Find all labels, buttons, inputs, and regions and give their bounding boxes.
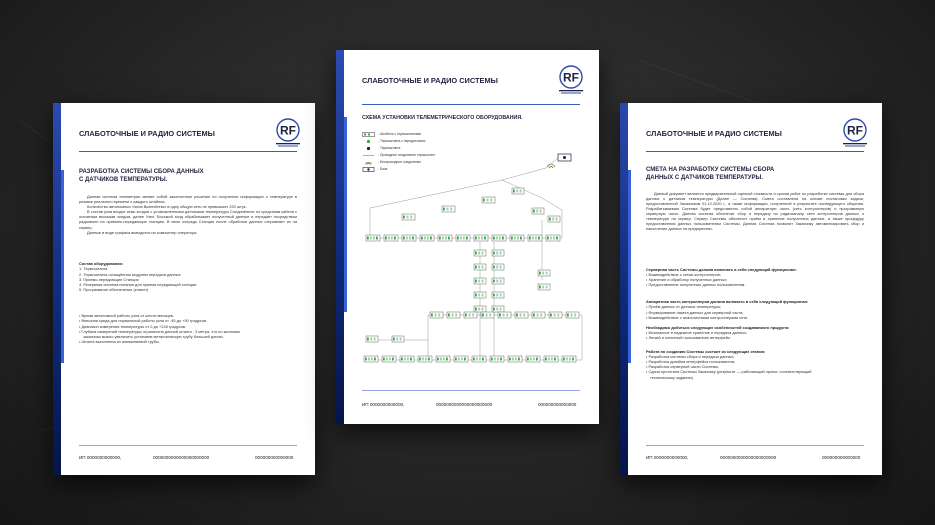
- left-header-rule: [79, 151, 297, 152]
- list-item: заказчика можно увеличить установив металлическую трубу большей длины.: [83, 334, 224, 340]
- list-item: • Легкий и понятный пользователю интерфейс.: [646, 334, 731, 340]
- center-footer-rule: [362, 390, 580, 391]
- list-item: 4. Резервная система питания для приема передающей станции.: [79, 282, 198, 288]
- list-item: • Внешняя среда для нормальной работы узла от -45 до +50 градусов.: [79, 318, 208, 324]
- right-footer-rule: [646, 445, 864, 446]
- right-heading: СЛАБОТОЧНЫЕ И РАДИО СИСТЕМЫ: [646, 129, 782, 138]
- stack-node: [454, 356, 468, 362]
- list-item: • Глубина измерений температуры ограничена длиной штанги , 3 метра, что по желанию: [79, 328, 240, 334]
- stack-node: [492, 250, 504, 256]
- stack-node: [402, 214, 415, 220]
- stack-node: [382, 356, 396, 362]
- stack-node: [498, 312, 511, 318]
- list-item: • Разработка дизайна интерфейса пользователя;: [646, 359, 736, 365]
- stack-node: [474, 250, 486, 256]
- stack-node: [481, 312, 494, 318]
- list-item: • Диапазон измерения температуры от 0 до +135 градусов.: [79, 323, 187, 329]
- stack-node: [436, 356, 450, 362]
- section-title: Необходимо добиться следующих особенностей создаваемого продукта:: [646, 324, 790, 330]
- transmitter-rod-legend-icon: [362, 139, 375, 144]
- stack-node: [392, 336, 404, 342]
- center-footer-ip: ИП 0000000000000,: [362, 402, 405, 407]
- legend-row: [362, 138, 435, 145]
- right-title: [646, 167, 856, 182]
- legend-label: - Термоштанга: [378, 146, 401, 150]
- company-logo-icon: [556, 64, 586, 96]
- list-item: • Взаимодействие с аналогичными контроллерами сети.: [646, 314, 749, 320]
- right-footer-right: 000000000000000: [822, 455, 861, 460]
- paragraph: Данная система телеметрии являет собой законченное решение по получению информации о температуре в режиме реального времени с каждого штабеля.: [79, 194, 297, 205]
- stack-node: [474, 306, 486, 312]
- list-item: 3. Приемо-передающие Станция: [79, 276, 139, 282]
- svg-text:RF: RF: [847, 123, 863, 138]
- right-footer-ip: ИП 0000000000000,: [646, 455, 689, 460]
- stack-node: [366, 235, 380, 241]
- right-accent-bar: [620, 103, 628, 475]
- section-title: Работа по созданию Системы состоит из следующих этапов:: [646, 349, 766, 355]
- center-header-rule: [362, 104, 580, 105]
- stack-node: [510, 235, 524, 241]
- company-logo-icon: [273, 117, 303, 149]
- paragraph: В состав узла входят семь зондов с установленными датчиками температуры Соединённое по средствам кабеля с основным восьмым зондом, далее Узел. Восьмой зонд обрабатывает полученный данные и передает посредством радиоволн на приемно-передающие станцию. В свою очередь Станция после обработки данных отправляет их на сервер.: [79, 209, 297, 230]
- left-title-line: РАЗРАБОТКА СИСТЕМЫ СБОРА ДАННЫХ: [79, 169, 204, 175]
- stack-node: [562, 356, 576, 362]
- legend-label: - Беспроводное соединение: [378, 160, 422, 164]
- left-title: [79, 169, 289, 184]
- list-item: 2. Термоштанга оснащённая модулем передачи данных: [79, 271, 181, 277]
- list-item: • Время автономной работы узла от шести месяцев.: [79, 313, 174, 318]
- base-station-icon: [558, 154, 571, 161]
- stack-node: [464, 312, 477, 318]
- left-footer-center: 0000000000000000000000: [153, 455, 210, 460]
- stack-node: [420, 235, 434, 241]
- stack-node: [402, 235, 416, 241]
- stack-node: [492, 306, 504, 312]
- stack-node: [538, 284, 550, 290]
- spacer: [646, 287, 868, 299]
- list-item: • Предоставление полученных данных пользователям.: [646, 282, 746, 288]
- stack-node: [430, 312, 443, 318]
- stack-node: [492, 264, 504, 270]
- stack-node: [418, 356, 432, 362]
- legend-row: [362, 131, 435, 138]
- left-accent-stripe: [61, 170, 64, 363]
- stack-node: [482, 197, 495, 203]
- section-title: Аппаратная часть контроллеров должна включать в себя следующий функционал:: [646, 299, 809, 305]
- left-heading: СЛАБОТОЧНЫЕ И РАДИО СИСТЕМЫ: [79, 129, 215, 138]
- stack-node: [438, 235, 452, 241]
- center-heading: СЛАБОТОЧНЫЕ И РАДИО СИСТЕМЫ: [362, 76, 498, 85]
- left-accent-bar: [53, 103, 61, 475]
- stack-node: [544, 356, 558, 362]
- left-footer-ip: ИП 0000000000000,: [79, 455, 122, 460]
- center-document-sheet: [336, 50, 599, 424]
- company-logo-icon: [840, 117, 870, 149]
- list-item: техническому заданию).: [650, 374, 694, 380]
- list-item: • Безопасное и надежное хранение и передача данных;: [646, 329, 747, 335]
- center-accent-stripe: [344, 117, 347, 311]
- list-item: 5. Программное обеспечение (клиент): [79, 287, 149, 293]
- stack-node: [532, 208, 544, 214]
- stack-node: [492, 235, 506, 241]
- legend-label: - Штабель с термоштангами: [378, 132, 422, 136]
- left-title-line: С ДАТЧИКОВ ТЕМПЕРАТУРЫ.: [79, 176, 168, 183]
- stack-node: [490, 356, 504, 362]
- installation-scheme-diagram: [362, 150, 587, 380]
- right-header-rule: [646, 151, 864, 152]
- stack-node: [546, 235, 560, 241]
- wired-link: [542, 198, 562, 210]
- stack-node: [400, 356, 414, 362]
- list-item: • Сдача прототипа Системы Заказчику (результат — работающий проект, соответствующий: [646, 369, 812, 375]
- stack-node: [508, 356, 522, 362]
- left-composition-list: [79, 261, 297, 293]
- list-item: 1. Термоштанга: [79, 266, 108, 272]
- right-footer-center: 0000000000000000000000: [720, 455, 777, 460]
- svg-text:RF: RF: [563, 70, 579, 85]
- wireless-signal-icon: [547, 164, 555, 168]
- wired-link: [370, 180, 502, 208]
- paragraph: Данные в виде графика выводятся на компьютер оператора.: [87, 229, 198, 235]
- stack-node: [538, 270, 550, 276]
- svg-text:RF: RF: [280, 123, 296, 138]
- stack-node: [472, 356, 486, 362]
- center-footer-center: 0000000000000000000000: [436, 402, 493, 407]
- stack-node: [549, 312, 562, 318]
- center-footer-right: 000000000000000: [538, 402, 577, 407]
- list-item: • Приём данных от датчика температуры;: [646, 304, 722, 310]
- right-intro-text: Данный документ является предварительной оценкой стоимости и сроков работ по разработке системы для сбора данных с датчиков температуры (Далее — Система). Смета составлена на основе постановки задачи, предоставленной Заказчиком 01.12.2020 г., а также информации, полученной в результате последующего общения. Разрабатываемая Система будет представлять собой аппаратную часть (сеть контроллеров) и программную серверную часть. Данная система обеспечит сбор и передачу по радиоканалу сети контроллеров данных о температуре на сервер. Сервер Системы обеспечит приём и хранение полученных данных, а также процедуру предоставления данных пользователям Системы. Данная Система позволит Заказчику автоматизировать сбор и накопление данных на предприятии.: [646, 191, 864, 231]
- section-title: Состав оборудования:: [79, 261, 124, 266]
- right-title-line: СМЕТА НА РАЗРАБОТКУ СИСТЕМЫ СБОРА: [646, 167, 775, 173]
- paragraph: Количество автономных Узлов Включённых в одну общую сеть не превышает 220 штук.: [87, 204, 247, 210]
- stack-node: [492, 278, 504, 284]
- list-item: • Штанга выполнена из алюминиевой трубы.: [79, 339, 160, 345]
- right-sections: [646, 267, 868, 380]
- wired-link: [502, 168, 546, 180]
- stack-legend-icon: [362, 132, 375, 137]
- center-accent-bar: [336, 50, 344, 424]
- legend-label: - База: [378, 167, 388, 171]
- stack-node: [456, 235, 470, 241]
- list-item: • Формирование пакета данных для серверной части;: [646, 309, 744, 315]
- stack-node: [474, 292, 486, 298]
- stack-node: [526, 356, 540, 362]
- section-title: Серверная часть Системы должна включать в себя следующий функционал:: [646, 267, 797, 272]
- right-document-sheet: [620, 103, 882, 475]
- stack-node: [528, 235, 542, 241]
- stack-node: [512, 188, 524, 194]
- stack-node: [566, 312, 579, 318]
- legend-label: - Термоштанга с передатчиком: [378, 139, 426, 143]
- stack-node: [548, 216, 560, 222]
- list-item: • Разработка серверной части Системы;: [646, 364, 720, 370]
- list-item: • Взаимодействие с сетью контроллеров;: [646, 272, 721, 278]
- stack-node: [366, 336, 378, 342]
- spacer: [646, 340, 868, 349]
- stack-node: [384, 235, 398, 241]
- stack-node: [474, 235, 488, 241]
- stack-node: [447, 312, 460, 318]
- list-item: • Разработка системы сбора и передачи данных;: [646, 354, 735, 360]
- right-title-line: ДАННЫХ С ДАТЧИКОВ ТЕМПЕРАТУРЫ.: [646, 174, 764, 181]
- center-title: СХЕМА УСТАНОВКИ ТЕЛЕМЕТРИЧЕСКОГО ОБОРУДОВАНИЯ.: [362, 115, 523, 121]
- stack-node: [364, 356, 378, 362]
- list-item: • Хранение и обработку полученных данных;: [646, 277, 728, 283]
- stack-node: [442, 206, 455, 212]
- right-accent-stripe: [628, 170, 631, 363]
- left-footer-rule: [79, 445, 297, 446]
- stack-node: [492, 292, 504, 298]
- left-document-sheet: [53, 103, 315, 475]
- left-body-text: [79, 194, 297, 235]
- stack-node: [474, 264, 486, 270]
- stack-node: [474, 278, 486, 284]
- stack-node: [532, 312, 545, 318]
- left-footer-right: 000000000000000: [255, 455, 294, 460]
- legend-label: - Проводное соединение термоштанг: [378, 153, 436, 157]
- stack-node: [515, 312, 528, 318]
- left-features-list: [79, 313, 301, 345]
